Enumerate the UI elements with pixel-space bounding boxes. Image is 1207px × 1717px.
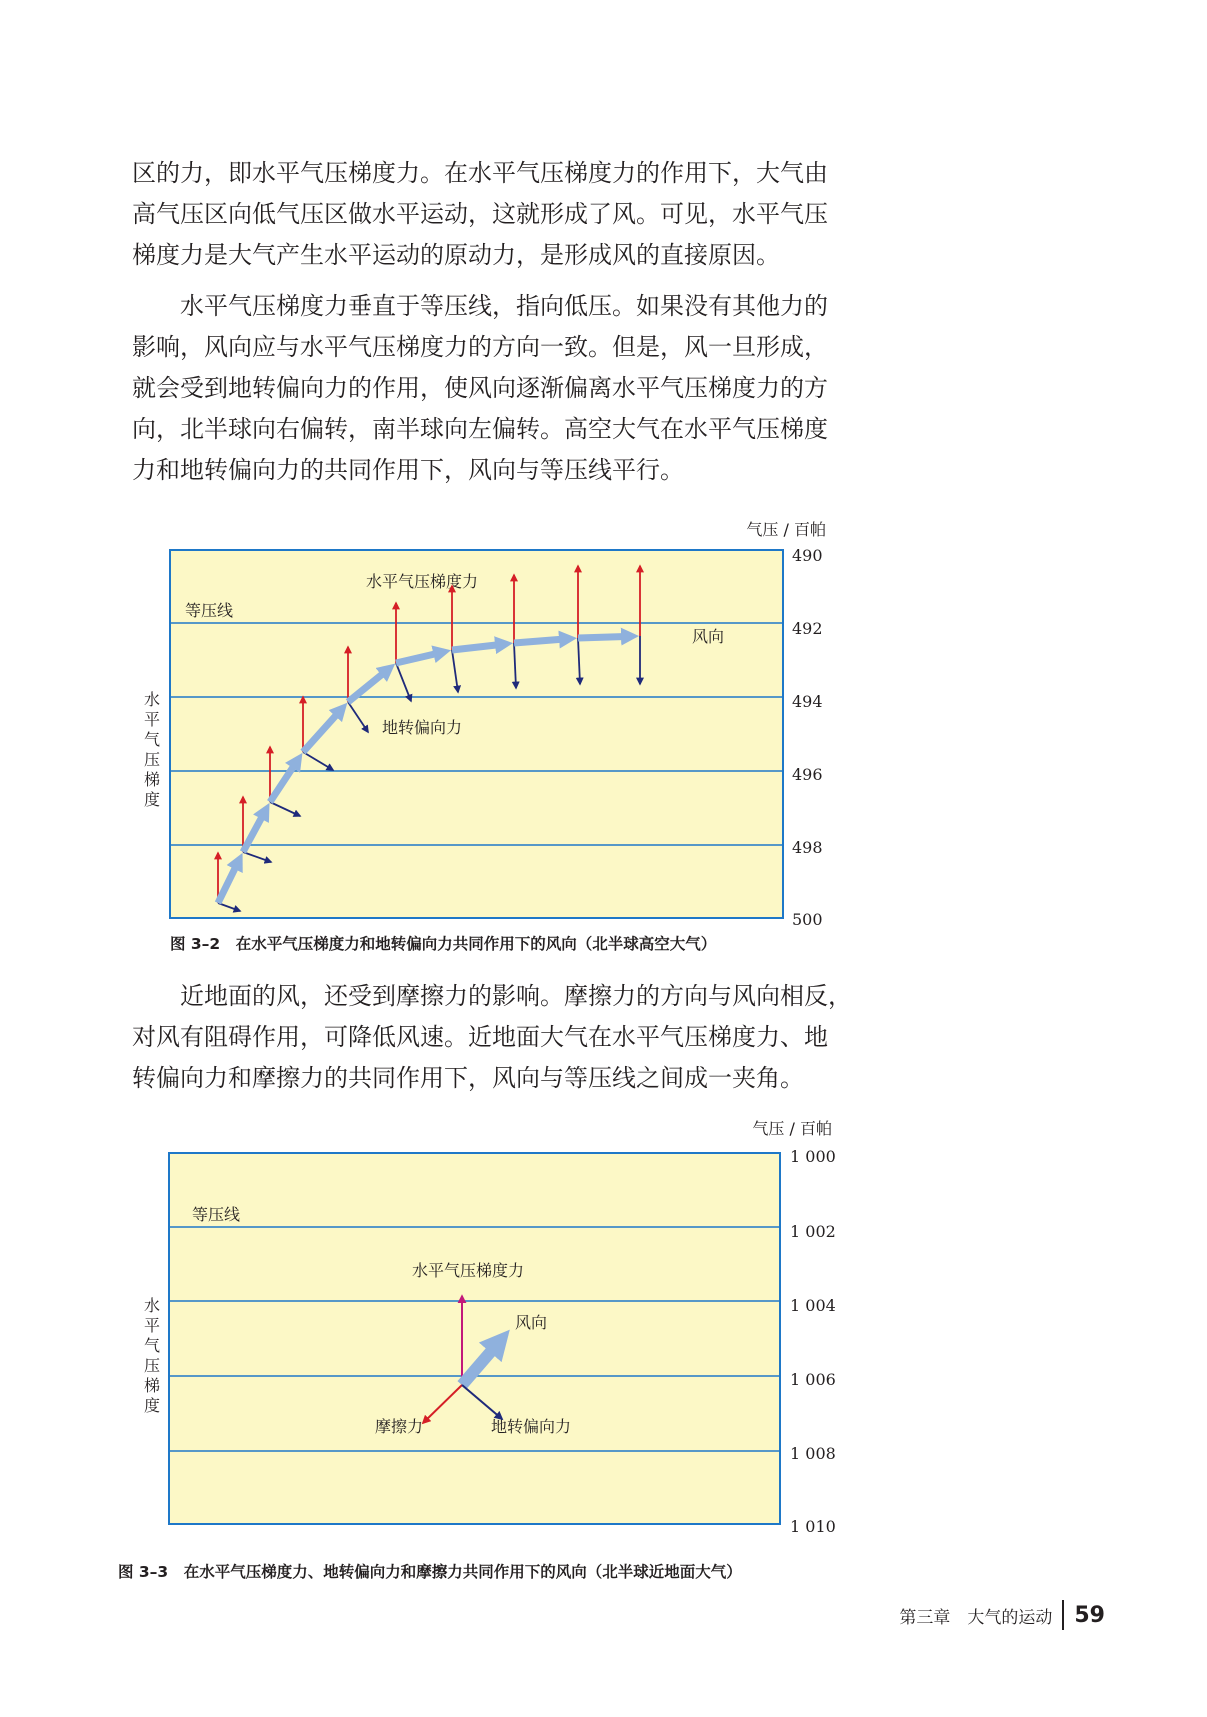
tick-label: 1 008 bbox=[790, 1444, 836, 1463]
wind-label: 风向 bbox=[515, 1313, 548, 1332]
axis-char: 水 bbox=[143, 1296, 161, 1315]
pgf-label: 水平气压梯度力 bbox=[411, 1261, 525, 1280]
axis-char: 压 bbox=[143, 1356, 161, 1375]
axis-char: 度 bbox=[143, 790, 161, 809]
pgf-label: 水平气压梯度力 bbox=[366, 572, 479, 591]
tick-label: 500 bbox=[792, 910, 823, 929]
text-line: 影响，风向应与水平气压梯度力的方向一致。但是，风一旦形成， bbox=[132, 333, 828, 361]
text-line: 力和地转偏向力的共同作用下，风向与等压线平行。 bbox=[132, 456, 684, 484]
tick-label: 496 bbox=[792, 765, 823, 784]
text-line: 向，北半球向右偏转，南半球向左偏转。高空大气在水平气压梯度 bbox=[132, 415, 828, 443]
tick-label: 490 bbox=[792, 546, 823, 565]
vertical-axis-label bbox=[144, 1296, 160, 1415]
chapter-title: 第三章 大气的运动 bbox=[899, 1607, 1053, 1628]
tick-label: 494 bbox=[792, 692, 823, 711]
friction-label: 摩擦力 bbox=[375, 1417, 424, 1436]
text-line: 转偏向力和摩擦力的共同作用下，风向与等压线之间成一夹角。 bbox=[132, 1064, 804, 1092]
pressure-unit-label: 气压 / 百帕 bbox=[752, 1119, 832, 1138]
isobar-label: 等压线 bbox=[192, 1205, 241, 1224]
text-line: 对风有阻碍作用，可降低风速。近地面大气在水平气压梯度力、地 bbox=[132, 1023, 828, 1051]
axis-char: 水 bbox=[143, 690, 161, 709]
text-line: 高气压区向低气压区做水平运动，这就形成了风。可见，水平气压 bbox=[132, 200, 828, 228]
tick-label: 1 000 bbox=[790, 1147, 836, 1166]
isobar-label: 等压线 bbox=[185, 601, 234, 620]
axis-char: 平 bbox=[143, 710, 161, 729]
text-line: 水平气压梯度力垂直于等压线，指向低压。如果没有其他力的 bbox=[132, 292, 828, 320]
figure-3-3-caption: 图 3–3 在水平气压梯度力、地转偏向力和摩擦力共同作用下的风向（北半球近地面大气） bbox=[118, 1563, 742, 1581]
axis-char: 压 bbox=[143, 750, 161, 769]
pressure-unit-label: 气压 / 百帕 bbox=[746, 520, 826, 539]
axis-char: 梯 bbox=[143, 770, 161, 789]
wind-label: 风向 bbox=[692, 627, 725, 646]
axis-char: 平 bbox=[143, 1316, 161, 1335]
axis-char: 度 bbox=[143, 1396, 161, 1415]
text-line: 近地面的风，还受到摩擦力的影响。摩擦力的方向与风向相反， bbox=[132, 982, 852, 1010]
tick-label: 498 bbox=[792, 838, 823, 857]
coriolis-label: 地转偏向力 bbox=[491, 1417, 572, 1436]
tick-label: 1 010 bbox=[790, 1517, 836, 1536]
page-footer bbox=[899, 1600, 1105, 1630]
panel-background bbox=[169, 1153, 780, 1524]
axis-char: 气 bbox=[143, 730, 161, 749]
axis-char: 气 bbox=[143, 1336, 161, 1355]
footer-divider bbox=[1062, 1600, 1064, 1630]
page-number: 59 bbox=[1074, 1602, 1105, 1628]
figure-3-2-caption: 图 3–2 在水平气压梯度力和地转偏向力共同作用下的风向（北半球高空大气） bbox=[170, 935, 717, 953]
axis-char: 梯 bbox=[143, 1376, 161, 1395]
tick-label: 1 006 bbox=[790, 1370, 836, 1389]
tick-label: 1 002 bbox=[790, 1222, 836, 1241]
text-line: 就会受到地转偏向力的作用，使风向逐渐偏离水平气压梯度力的方 bbox=[132, 374, 828, 402]
tick-label: 1 004 bbox=[790, 1296, 836, 1315]
coriolis-label: 地转偏向力 bbox=[382, 718, 463, 737]
text-line: 区的力，即水平气压梯度力。在水平气压梯度力的作用下，大气由 bbox=[132, 159, 828, 187]
tick-label: 492 bbox=[792, 619, 823, 638]
text-line: 梯度力是大气产生水平运动的原动力，是形成风的直接原因。 bbox=[132, 241, 780, 269]
